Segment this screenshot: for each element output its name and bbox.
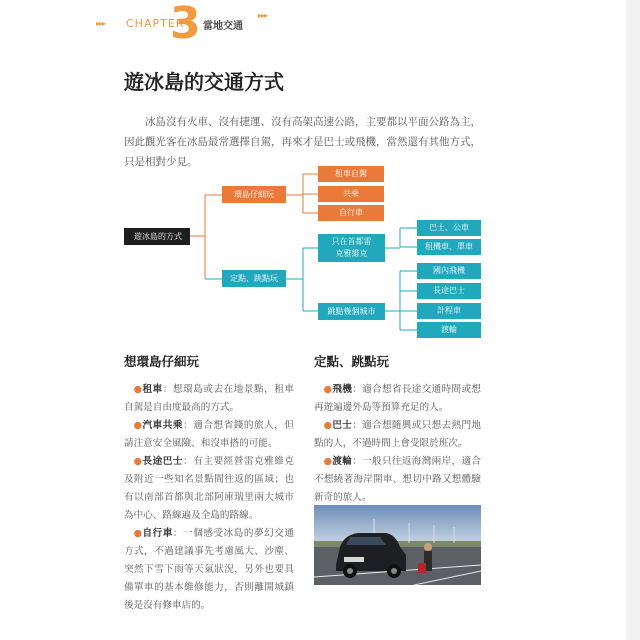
diagram-branch-a-item-3: 自行車 — [318, 205, 384, 221]
left-section-body — [124, 381, 294, 615]
page-title: 遊冰島的交通方式 — [124, 70, 284, 94]
intro-paragraph: 冰島沒有火車、沒有捷運、沒有高架高速公路，主要都以平面公路為主，因此觀光客在冰島最常選擇自駕，再來才是巴士或飛機，當然還有其他方式，只是相對少見。 — [124, 116, 481, 168]
right-section-heading: 定點、跳點玩 — [314, 354, 390, 369]
diagram-branch-a: 環島仔細玩 — [222, 186, 286, 203]
diagram-branch-b-sub-2: 跳點幾個城市 — [318, 303, 385, 320]
diagram-branch-b: 定點、跳點玩 — [222, 270, 286, 287]
left-item-3: ●長途巴士：有主要經營雷克雅維克及附近一些知名景點間往返的區域；也有以南部首都與北部阿庫瑞里兩大城市為中心、路線遍及全島的路線。 — [124, 456, 295, 521]
diagram-branch-b-sub-1: 只在首都雷克雅維克 — [318, 234, 385, 262]
diagram-branch-a-item-1: 租車自駕 — [318, 166, 384, 182]
left-item-4: ●自行車：一個感受冰島的夢幻交通方式，不過建議事先考慮風大、沙塵、突然下雪下雨等天氣狀況，另外也要具備單車的基本維修能力，否則離開城鎮後是沒有修車店的。 — [124, 528, 295, 611]
left-item-2: ●汽車共乘：適合想省錢的旅人，但請注意安全風險、和沒車搭的可能。 — [124, 420, 295, 449]
right-section-body — [314, 381, 481, 507]
chapter-arrows-left: ▸▸▸ — [96, 19, 106, 28]
diagram-root: 遊冰島的方式 — [124, 228, 190, 245]
diagram-sub-2-item-3: 計程車 — [417, 303, 481, 319]
right-item-2: ●巴士：適合想隨興或只想去熱門地點的人，不過時間上會受限於班次。 — [314, 420, 482, 449]
diagram-branch-a-item-2: 共乘 — [318, 186, 384, 202]
chapter-label: CHAPTER — [126, 17, 185, 30]
car-photo — [314, 505, 481, 585]
diagram-sub-1-item-2: 租機車、單車 — [417, 239, 481, 255]
right-item-1: ●飛機：適合想省長途交通時間或想再遊遍邊外島等預算充足的人。 — [314, 384, 482, 413]
chapter-arrows-right: ▸▸▸ — [258, 11, 268, 20]
left-item-1: ●租車：想環島或去在地景點，租車自駕是自由度最高的方式。 — [124, 384, 295, 413]
chapter-title: 當地交通 — [203, 21, 243, 32]
diagram-sub-1-item-1: 巴士、公車 — [417, 220, 481, 236]
diagram-sub-2-item-1: 國內飛機 — [417, 263, 481, 279]
chapter-number: 3 — [170, 0, 201, 49]
left-section-heading: 想環島仔細玩 — [124, 354, 200, 369]
diagram-sub-2-item-4: 渡輪 — [417, 322, 481, 338]
diagram-sub-2-item-2: 長途巴士 — [417, 283, 481, 299]
right-item-3: ●渡輪：一般只往返海灣兩岸，適合不想繞著海岸開車、想切中路又想體驗新奇的旅人。 — [314, 456, 482, 503]
